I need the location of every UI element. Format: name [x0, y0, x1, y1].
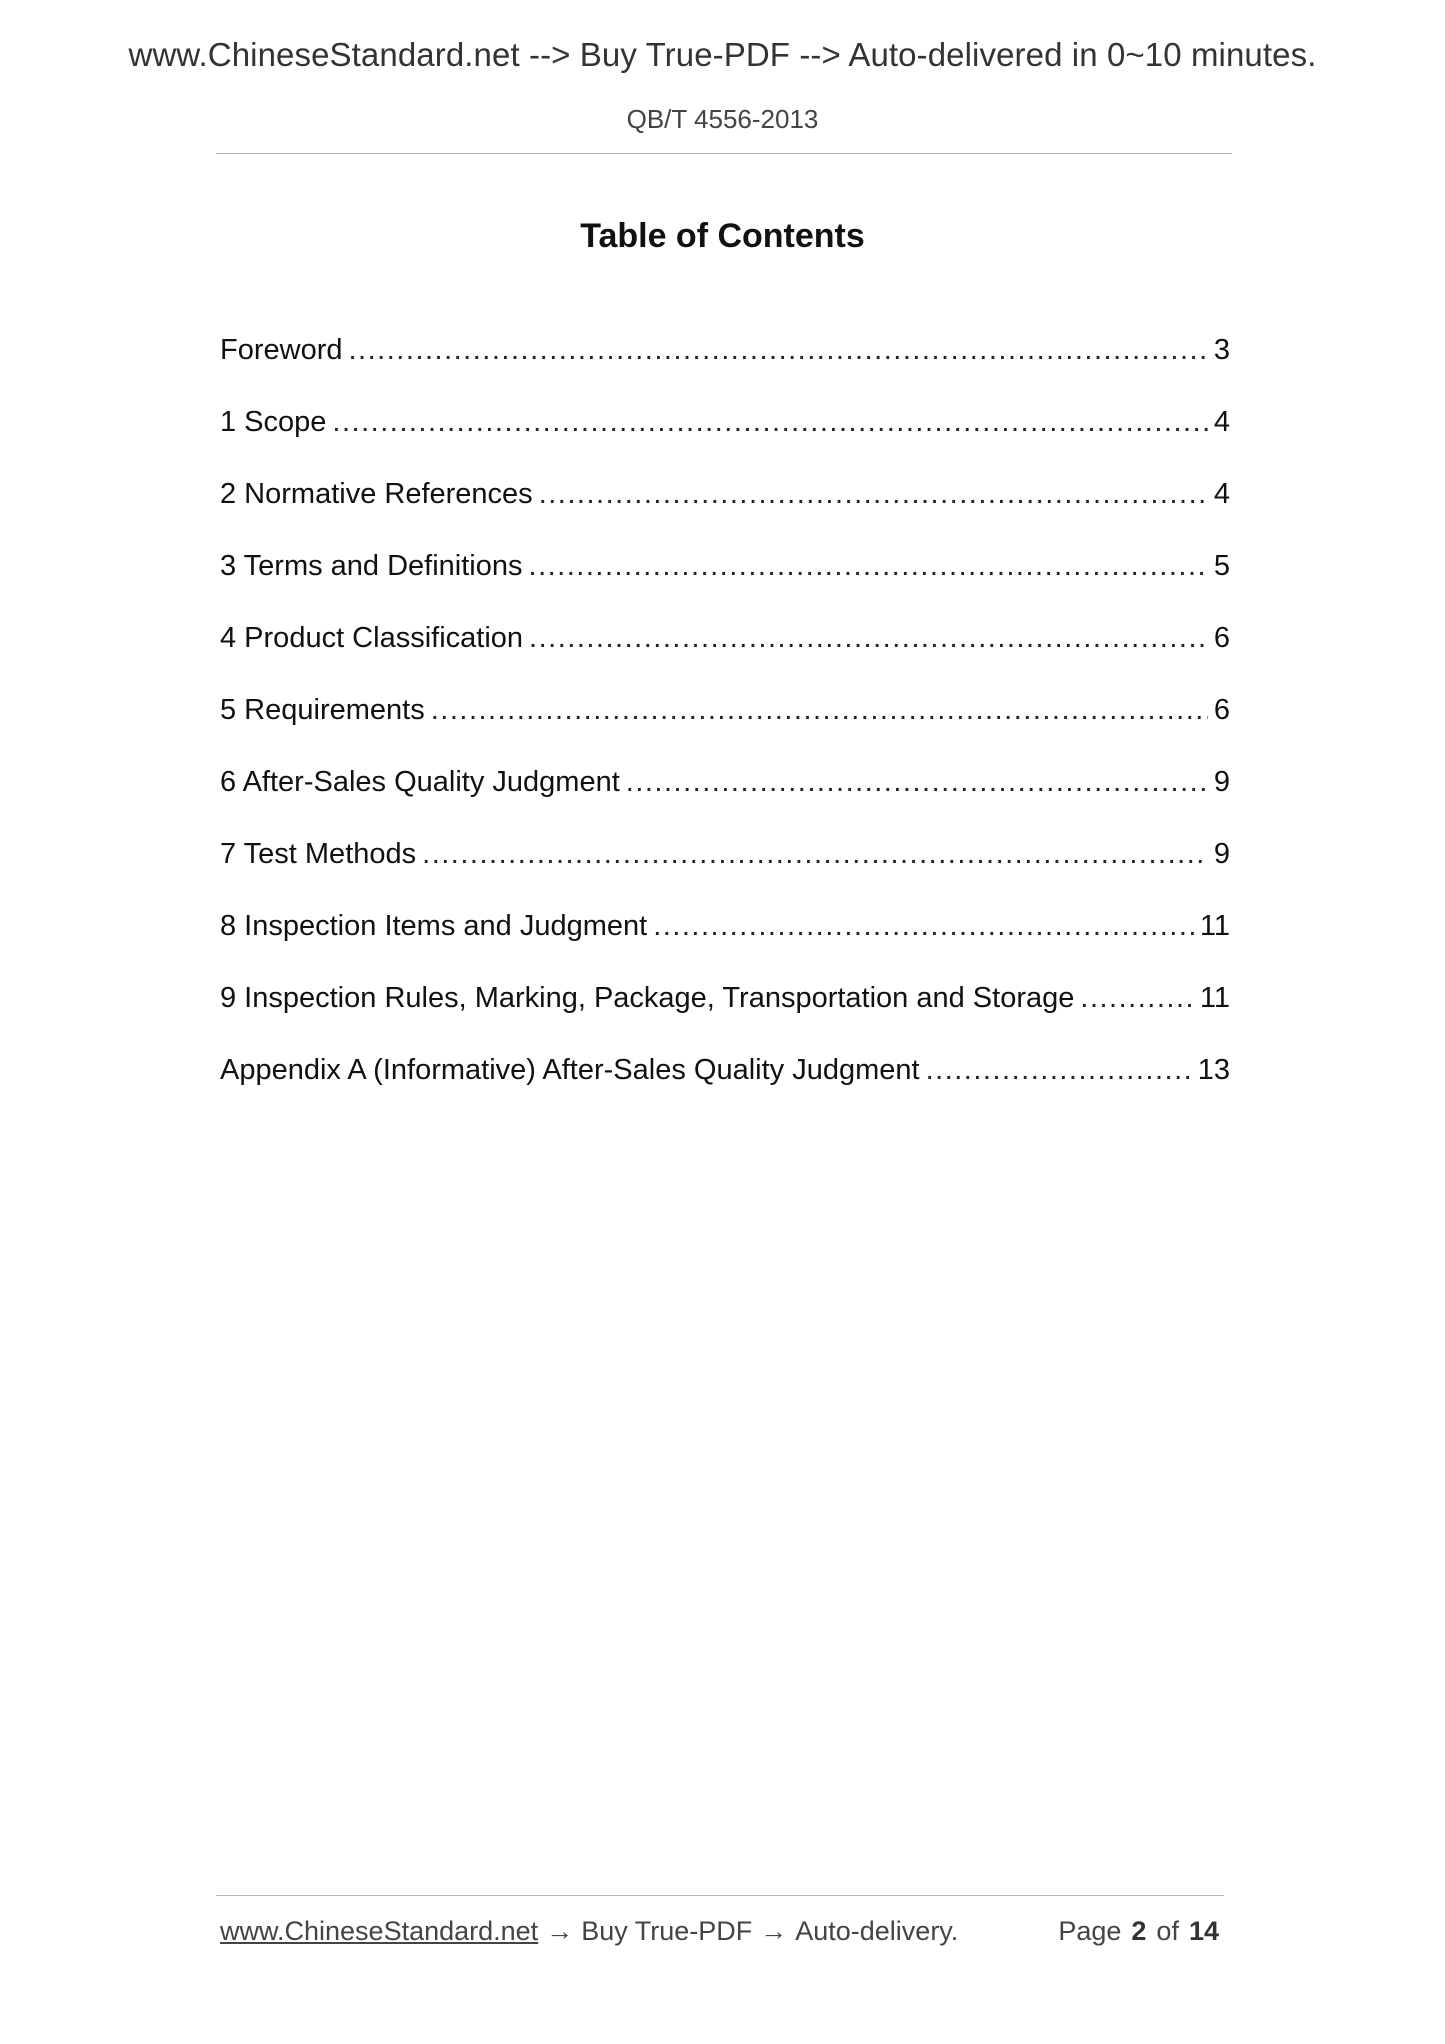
footer-page-word: Page	[1058, 1916, 1122, 1946]
top-banner: www.ChineseStandard.net --> Buy True-PDF --> Auto-delivered in 0~10 minutes.	[128, 36, 1317, 73]
header-divider	[216, 153, 1232, 154]
total-pages-number: 14	[1188, 1916, 1219, 1946]
toc-entry-page: 11	[1199, 982, 1230, 1014]
toc-entry-inspection-rules[interactable]	[220, 982, 1230, 1054]
toc-entry-page: 11	[1199, 910, 1230, 942]
toc-entry-label: 8 Inspection Items and Judgment	[220, 910, 648, 942]
toc-entry-requirements[interactable]	[220, 694, 1230, 766]
toc-entry-inspection-items[interactable]	[220, 910, 1230, 982]
toc-entry-test-methods[interactable]	[220, 838, 1230, 910]
toc-entry-scope[interactable]	[220, 406, 1230, 478]
dot-leader	[349, 334, 1208, 367]
toc-entry-label: 6 After-Sales Quality Judgment	[220, 766, 620, 798]
toc-entry-label: 2 Normative References	[220, 478, 533, 510]
toc-entry-label: 7 Test Methods	[220, 838, 417, 870]
toc-entry-foreword[interactable]	[220, 334, 1230, 406]
toc-entry-page: 13	[1197, 1054, 1230, 1086]
toc-entry-label: 9 Inspection Rules, Marking, Package, Transportation and Storage	[220, 982, 1075, 1014]
footer-buy-text: Buy True-PDF	[581, 1916, 753, 1946]
toc-entry-page: 6	[1213, 622, 1230, 654]
arrow-right-icon: →	[546, 1916, 574, 1946]
dot-leader	[626, 766, 1208, 799]
footer-delivery-text: Auto-delivery.	[795, 1916, 959, 1946]
arrow-right-icon: →	[760, 1916, 788, 1946]
document-code: QB/T 4556-2013	[626, 104, 819, 134]
toc-entry-page: 6	[1213, 694, 1230, 726]
table-of-contents	[220, 334, 1230, 1126]
toc-entry-page: 4	[1213, 406, 1230, 438]
toc-entry-page: 5	[1213, 550, 1230, 582]
toc-entry-label: 1 Scope	[220, 406, 327, 438]
current-page-number: 2	[1131, 1916, 1147, 1946]
dot-leader	[529, 550, 1208, 583]
toc-entry-page: 4	[1213, 478, 1230, 510]
toc-entry-label: 3 Terms and Definitions	[220, 550, 523, 582]
toc-entry-page: 9	[1213, 766, 1230, 798]
dot-leader	[926, 1054, 1192, 1087]
toc-entry-label: 5 Requirements	[220, 694, 425, 726]
toc-title: Table of Contents	[580, 217, 865, 255]
footer-site-link[interactable]: www.ChineseStandard.net	[220, 1916, 539, 1946]
toc-entry-product-classification[interactable]	[220, 622, 1230, 694]
dot-leader	[1080, 982, 1194, 1015]
footer-of-word: of	[1156, 1916, 1179, 1946]
toc-entry-page: 9	[1213, 838, 1230, 870]
toc-entry-label: 4 Product Classification	[220, 622, 524, 654]
dot-leader	[422, 838, 1208, 871]
toc-entry-label: Foreword	[220, 334, 343, 366]
toc-entry-appendix-a[interactable]	[220, 1054, 1230, 1126]
toc-entry-after-sales-judgment[interactable]	[220, 766, 1230, 838]
dot-leader	[431, 694, 1208, 727]
dot-leader	[332, 406, 1207, 439]
toc-entry-normative-references[interactable]	[220, 478, 1230, 550]
footer-divider	[216, 1895, 1224, 1896]
toc-entry-label: Appendix A (Informative) After-Sales Quality Judgment	[220, 1054, 920, 1086]
dot-leader	[529, 622, 1208, 655]
toc-entry-page: 3	[1213, 334, 1230, 366]
dot-leader	[653, 910, 1194, 943]
toc-entry-terms-definitions[interactable]	[220, 550, 1230, 622]
page-footer	[220, 1916, 1225, 1947]
dot-leader	[539, 478, 1208, 511]
